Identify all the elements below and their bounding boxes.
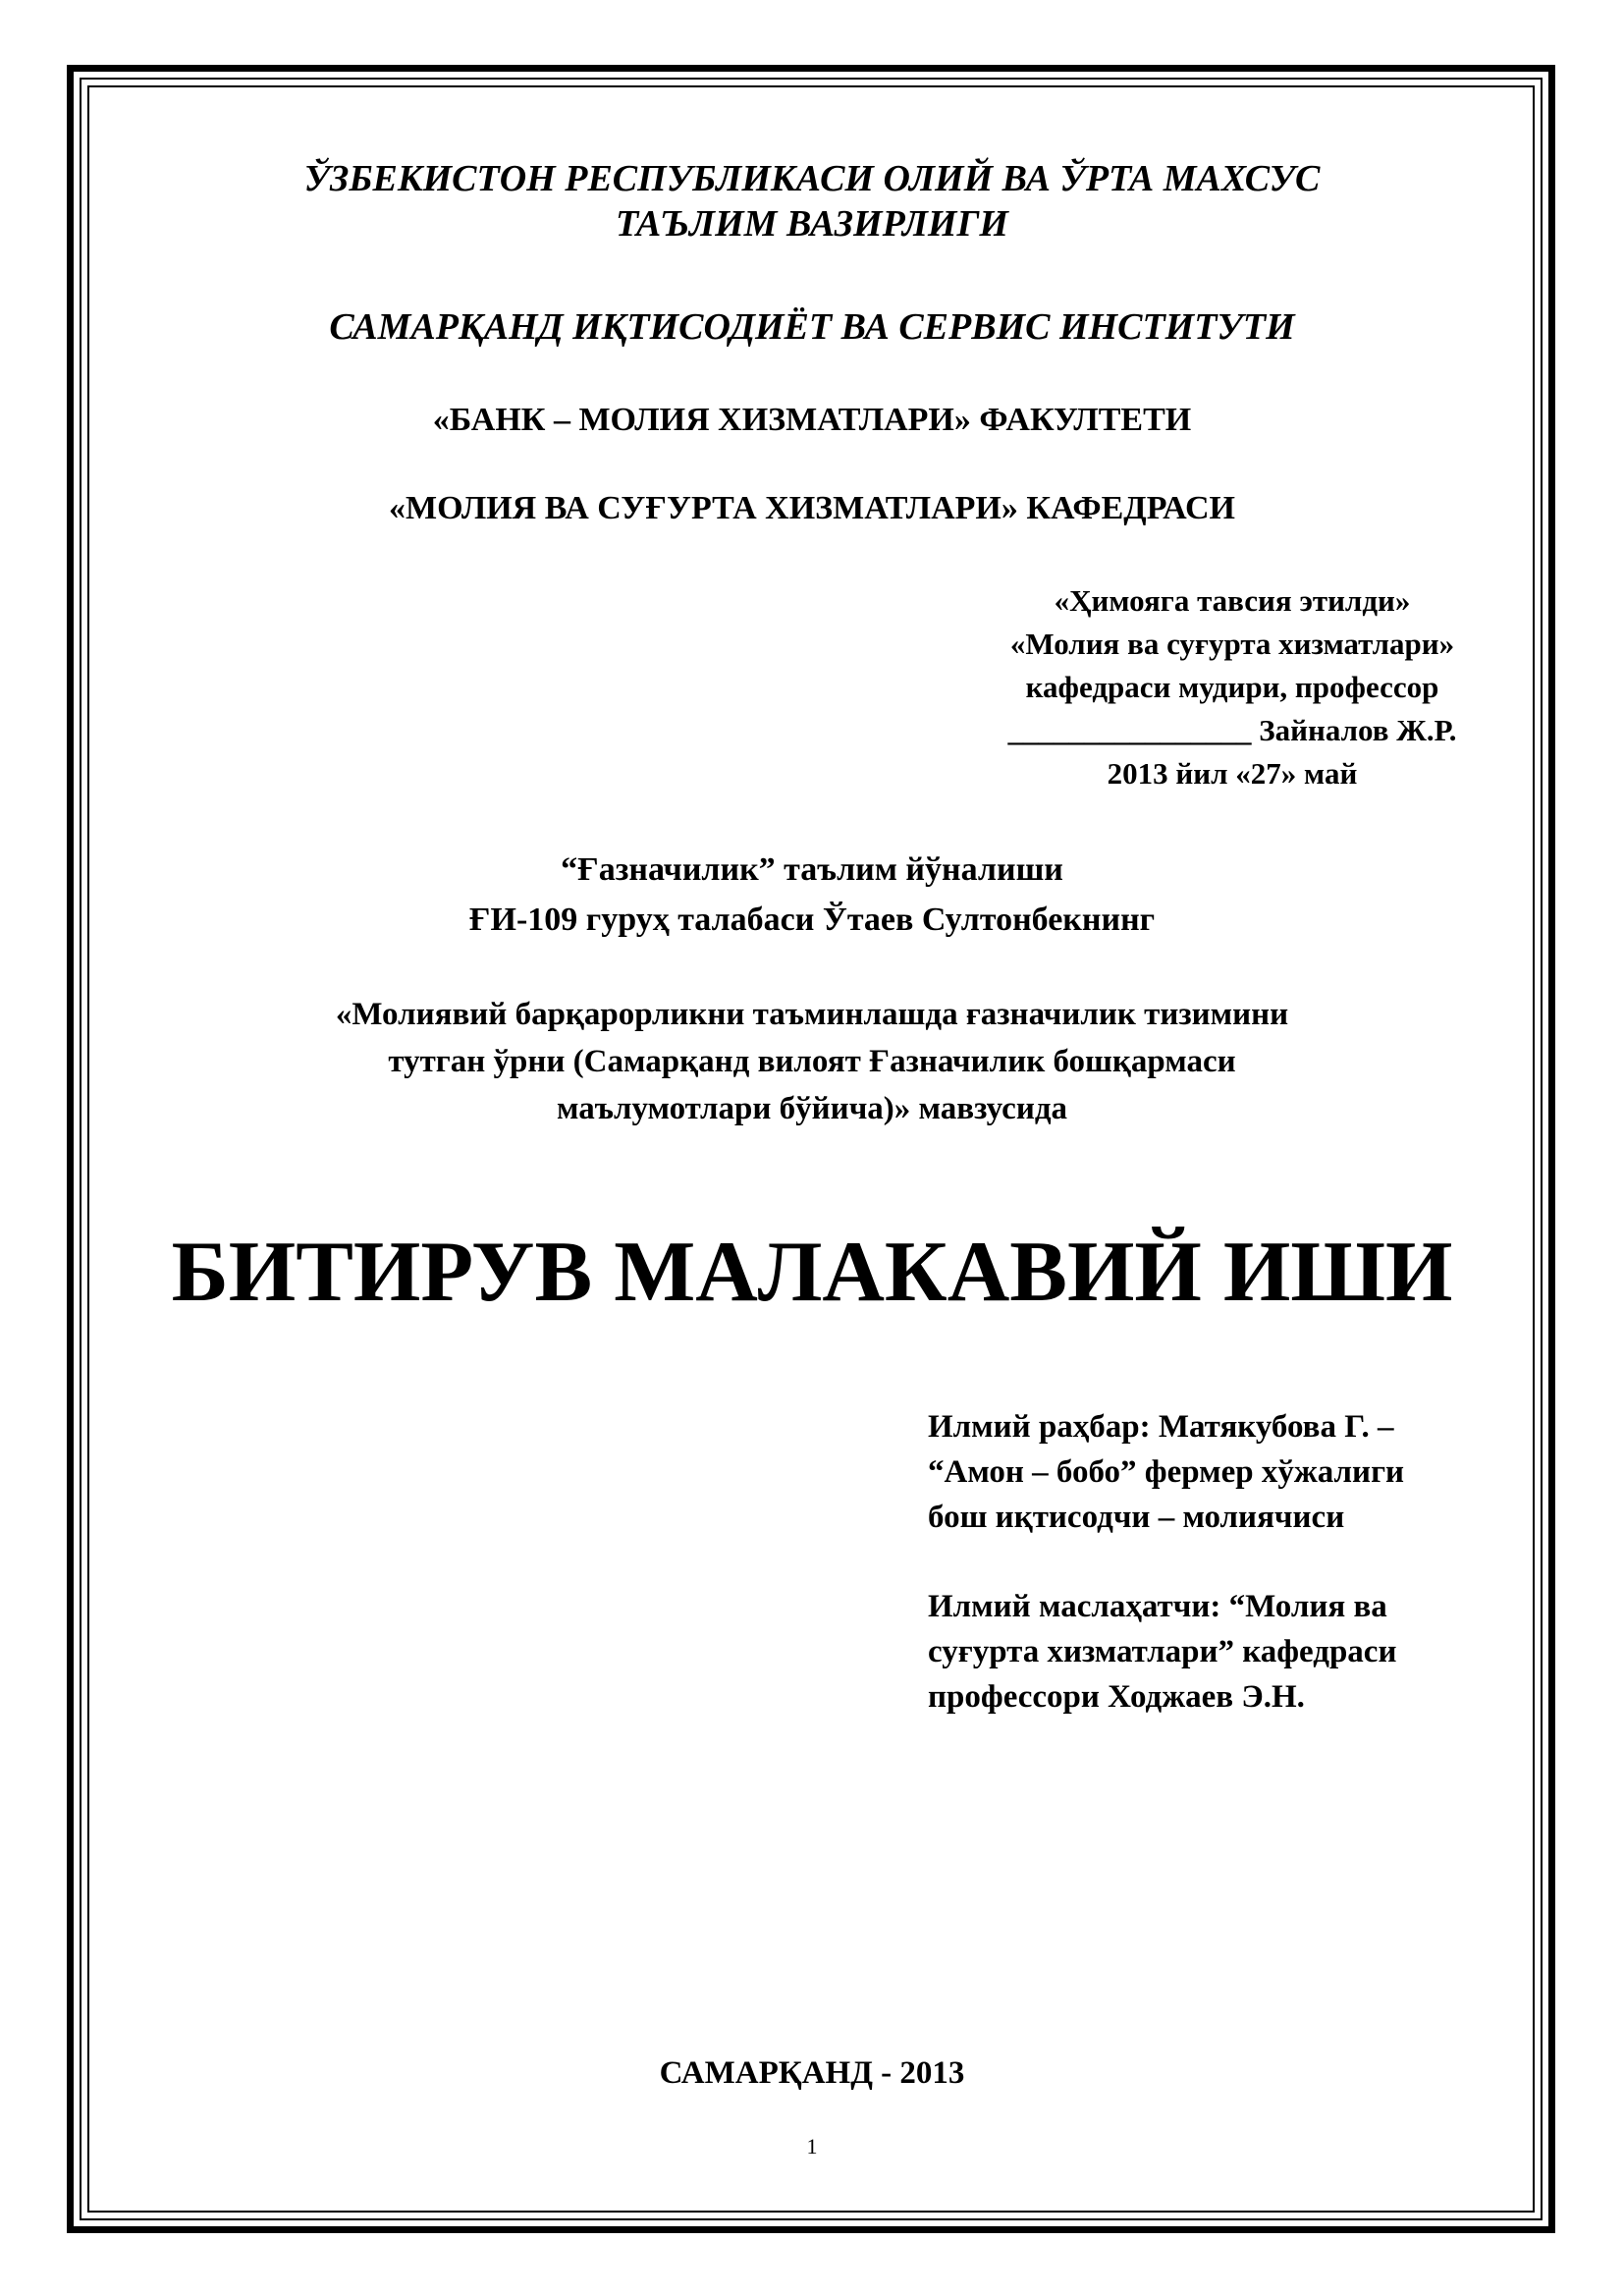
ministry-line-2: ТАЪЛИМ ВАЗИРЛИГИ [616, 202, 1008, 245]
approval-date: 2013 йил «27» май [1107, 756, 1358, 792]
study-direction: “Ғазначилик” таълим йўналиши [561, 851, 1063, 888]
student-info [98, 845, 1526, 945]
approval-line-2: «Молия ва суғурта хизматлари» [1009, 627, 1455, 662]
page-number: 1 [806, 2134, 818, 2159]
approval-line-3: кафедраси мудири, профессор [1025, 670, 1439, 705]
consultant-line-1: Илмий маслаҳатчи: “Молия ва [928, 1589, 1387, 1624]
thesis-topic [98, 992, 1526, 1133]
consultant-block [928, 1584, 1556, 1721]
supervisor-line-2: “Амон – бобо” фермер хўжалиги [928, 1454, 1405, 1491]
approval-signature-line: ________________ Зайналов Ж.Р. [1007, 713, 1457, 748]
city-year: САМАРҚАНД - 2013 [659, 2055, 965, 2091]
department-heading: «МОЛИЯ ВА СУҒУРТА ХИЗМАТЛАРИ» КАФЕДРАСИ [389, 490, 1235, 526]
supervisor-line-1: Илмий раҳбар: Матякубова Г. – [928, 1409, 1394, 1445]
approval-line-1: «Ҳимояга тавсия этилди» [1054, 583, 1411, 618]
faculty-heading: «БАНК – МОЛИЯ ХИЗМАТЛАРИ» ФАКУЛТЕТИ [432, 402, 1192, 438]
institute-heading: САМАРҚАНД ИҚТИСОДИЁТ ВА СЕРВИС ИНСТИТУТИ [329, 306, 1295, 348]
topic-line-3: маълумотлари бўйича)» мавзусида [556, 1090, 1068, 1126]
ministry-heading [98, 157, 1526, 246]
topic-line-1: «Молиявий барқарорликни таъминлашда ғазначилик тизимини [335, 997, 1289, 1032]
group-and-student: ҒИ-109 гуруҳ талабаси Ўтаев Султонбекнинг [468, 902, 1156, 938]
supervisor-line-3: бош иқтисодчи – молиячиси [928, 1500, 1345, 1536]
ministry-line-1: ЎЗБЕКИСТОН РЕСПУБЛИКАСИ ОЛИЙ ВА ЎРТА МАХСУС [303, 158, 1321, 199]
approval-block [889, 579, 1576, 795]
supervisor-block [928, 1404, 1556, 1541]
consultant-line-2: суғурта хизматлари” кафедраси [928, 1634, 1397, 1670]
consultant-line-3: профессори Ходжаев Э.Н. [928, 1679, 1305, 1716]
document-title: БИТИРУВ МАЛАКАВИЙ ИШИ [171, 1225, 1453, 1320]
topic-line-2: тутган ўрни (Самарқанд вилоят Ғазначилик бошқармаси [388, 1043, 1236, 1079]
